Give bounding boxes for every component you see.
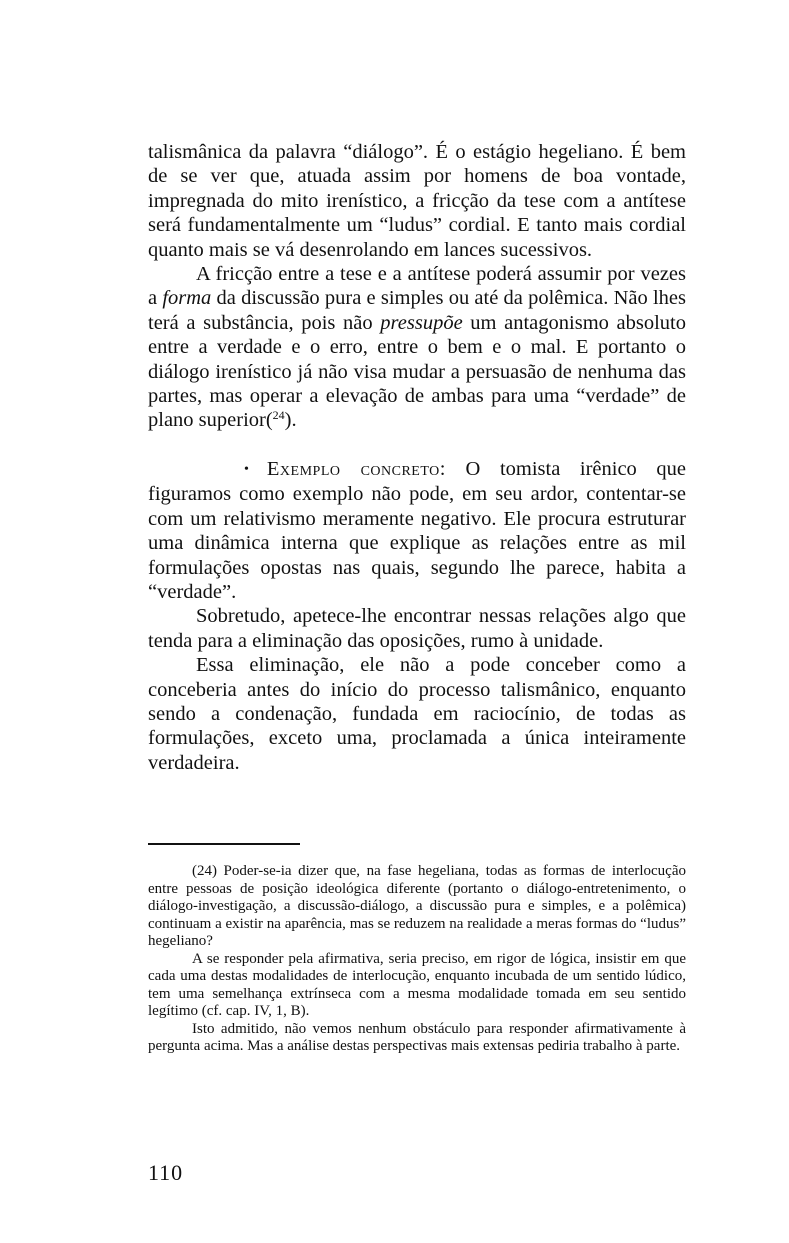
- footnotes: [148, 863, 686, 1056]
- paragraph-2-text-c: um antagonismo absoluto entre a verdade e o erro, entre o bem e o mal. E portanto o diálogo irenístico já não visa mudar a persuasão de nenhuma das partes, mas operar a elevação de ambas para uma “verdade” de plano superior(: [148, 311, 687, 432]
- footnote-24-conclusion: Isto admitido, não vemos nenhum obstáculo para responder afirmativamente à pergunta acima. Mas a análise destas perspectivas mais extensas pediria trabalho à parte.: [148, 1020, 686, 1054]
- paragraph-3-text: O tomista irênico que figuramos como exemplo não pode, em seu ardor, contentar-se com um relativismo meramente negativo. Ele procura estruturar uma dinâmica interna que explique as relações entre as mil formulações opostas nas quais, segundo lhe parece, habita a “verdade”.: [148, 457, 686, 603]
- paragraph-4: Sobretudo, apetece-lhe encontrar nessas relações algo que tenda para a eliminação das oposições, rumo à unidade.: [148, 605, 686, 652]
- footnote-ref-24: 24: [272, 408, 285, 423]
- footnote-24-continued: A se responder pela afirmativa, seria preciso, em rigor de lógica, insistir em que cada uma destas modalidades de interlocução, enquanto incubada de um sentido lúdico, tem uma semelhança extrínseca com a mesma modalidade tomada em seu sentido legítimo (cf. cap. IV, 1, B).: [148, 950, 686, 1019]
- section-gap: [148, 433, 686, 457]
- footnote-24: (24) Poder-se-ia dizer que, na fase hegeliana, todas as formas de interlocução entre pessoas de posição ideológica diferente (portanto o diálogo-entretenimento, o diálogo-investigação, a discussão-diálogo, a discussão pura e simples, e a polêmica) continuam a existir na aparência, mas se reduzem na realidade a meras formas do “ludus” hegeliano?: [148, 863, 686, 949]
- emphasis-pressupoe: pressupõe: [380, 311, 463, 334]
- paragraph-5: Essa eliminação, ele não a pode conceber como a conceberia antes do início do processo talismânico, enquanto sendo a condenação, fundada em raciocínio, de todas as formulações, exceto uma, proclamada a única inteiramente verdadeira.: [148, 654, 686, 774]
- paragraph-1: talismânica da palavra “diálogo”. É o estágio hegeliano. É bem de se ver que, atuada assim por homens de boa vontade, impregnada do mito irenístico, a fricção da tese com a antítese será fundamentalmente um “ludus” cordial. E tanto mais cordial quanto mais se vá desenrolando em lances sucessivos.: [148, 141, 686, 261]
- paragraph-2: [148, 262, 686, 433]
- emphasis-forma: forma: [162, 287, 212, 310]
- paragraph-3: [148, 457, 686, 604]
- bullet-icon: •: [244, 461, 249, 477]
- page-number: 110: [148, 1160, 184, 1185]
- footnote-divider: [148, 843, 300, 845]
- main-text: [148, 140, 686, 775]
- section-heading: Exemplo concreto:: [266, 457, 446, 480]
- paragraph-2-text-d: ).: [284, 409, 297, 432]
- paragraph-2-text-a: A fricção entre a tese e a antítese poderá assumir por vezes a: [148, 263, 686, 310]
- paragraph-2-text-b: da discussão pura e simples ou até da polêmica. Não lhes terá a substância, pois não: [148, 287, 686, 334]
